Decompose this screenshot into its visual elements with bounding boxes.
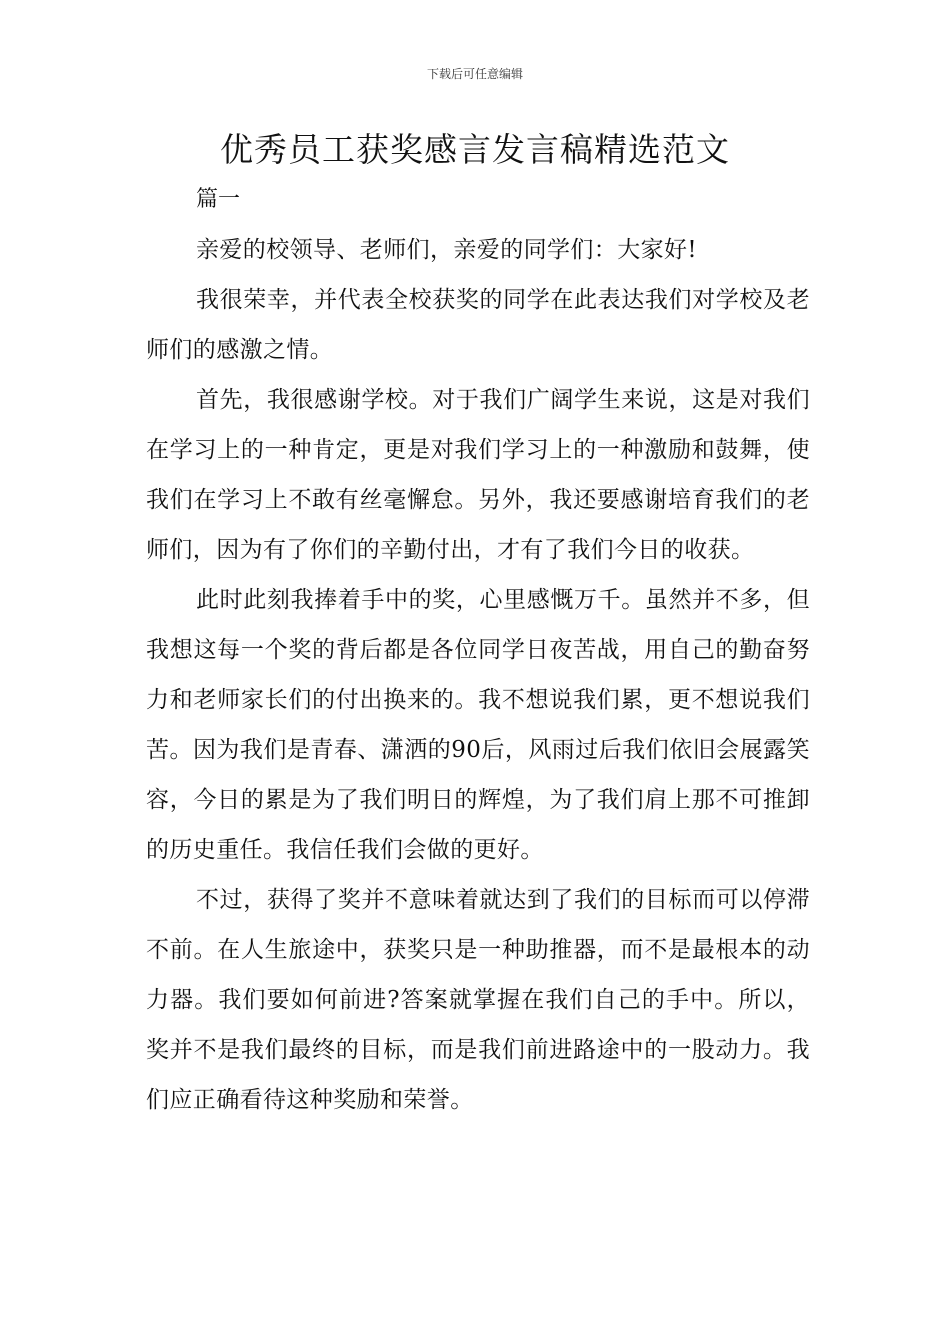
paragraph: 此时此刻我捧着手中的奖，心里感慨万千。虽然并不多，但我想这每一个奖的背后都是各位同学日夜苦战，用自己的勤奋努力和老师家长们的付出换来的。我不想说我们累，更不想说我们苦。因为我们是青春、潇洒的90后，风雨过后我们依旧会展露笑容，今日的累是为了我们明日的辉煌，为了我们肩上那不可推卸的历史重任。我信任我们会做的更好。 [146,587,810,863]
document-body [146,225,810,1125]
document-title: 优秀员工获奖感言发言稿精选范文 [220,130,730,169]
paragraph: 我很荣幸，并代表全校获奖的同学在此表达我们对学校及老师们的感激之情。 [146,287,810,363]
paragraph-greeting: 亲爱的校领导、老师们，亲爱的同学们：大家好! [196,237,698,263]
paragraph: 首先，我很感谢学校。对于我们广阔学生来说，这是对我们在学习上的一种肯定，更是对我们学习上的一种激励和鼓舞，使我们在学习上不敢有丝毫懈怠。另外，我还要感谢培育我们的老师们，因为有了你们的辛勤付出，才有了我们今日的收获。 [146,387,810,563]
paragraph: 不过，获得了奖并不意味着就达到了我们的目标而可以停滞不前。在人生旅途中，获奖只是一种助推器，而不是最根本的动力器。我们要如何前进?答案就掌握在我们自己的手中。所以，奖并不是我们最终的目标，而是我们前进路途中的一股动力。我们应正确看待这种奖励和荣誉。 [146,887,810,1113]
section-label: 篇一 [196,187,241,212]
page-header-note: 下载后可任意编辑 [426,67,523,81]
